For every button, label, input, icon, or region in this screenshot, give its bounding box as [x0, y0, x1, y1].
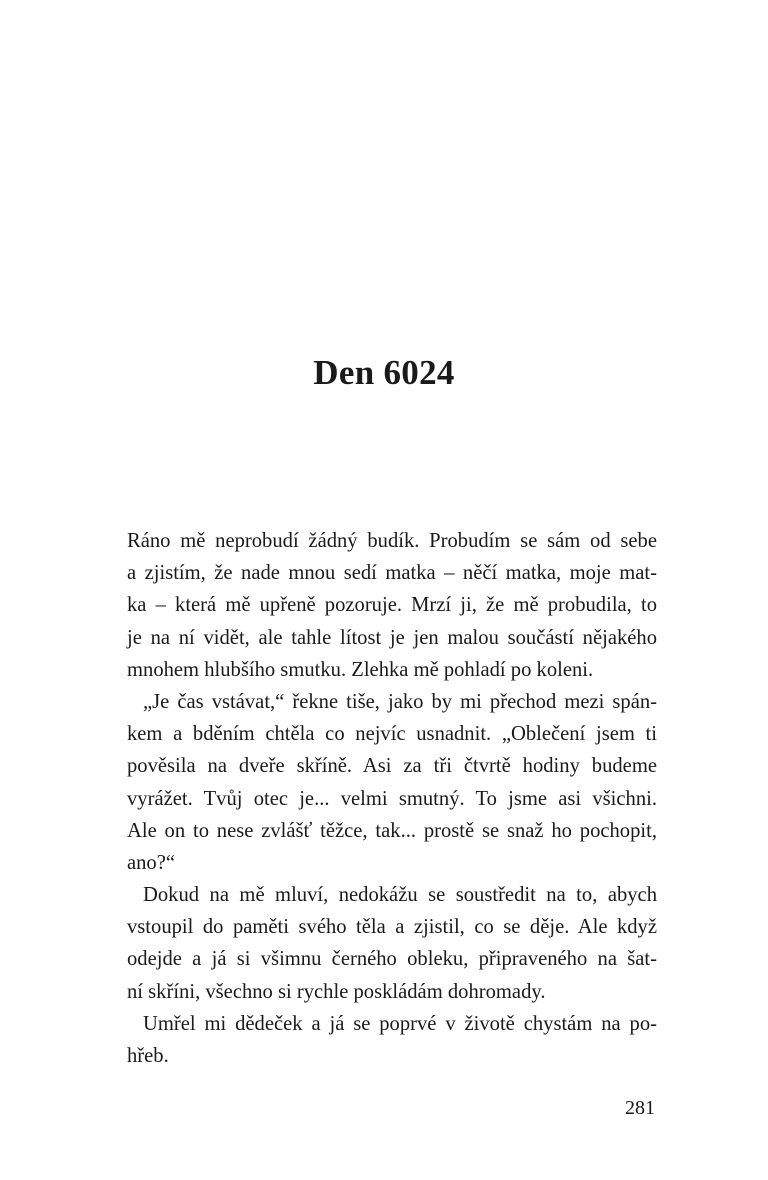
paragraph-1: [127, 525, 657, 686]
text-line: a zjistím, že nade mnou sedí matka – něčí matka, moje mat-: [127, 562, 657, 585]
text-line: „Je čas vstávat,“ řekne tiše, jako by mi přechod mezi spán-: [143, 690, 657, 713]
page-number: 281: [625, 1097, 655, 1119]
paragraph-4: [127, 1008, 657, 1072]
text-line: mnohem hlubšího smutku. Zlehka mě pohladí po koleni.: [127, 658, 594, 681]
text-line: pověsila na dveře skříně. Asi za tři čtvrtě hodiny budeme: [127, 755, 657, 778]
text-line: odejde a já si všimnu černého obleku, připraveného na šat-: [127, 948, 657, 971]
text-line: Dokud na mě mluví, nedokážu se soustředit na to, abych: [143, 884, 657, 907]
text-line: kem a bděním chtěla co nejvíc usnadnit. „Oblečení jsem ti: [127, 723, 657, 746]
text-line: Ale on to nese zvlášť těžce, tak... prostě se snaž ho pochopit,: [127, 819, 657, 842]
paragraph-3: [127, 879, 657, 1008]
text-line: ní skříni, všechno si rychle poskládám dohromady.: [127, 980, 546, 1003]
text-line: Ráno mě neprobudí žádný budík. Probudím se sám od sebe: [127, 530, 657, 552]
body-text: [127, 525, 657, 1072]
text-line: ka – která mě upřeně pozoruje. Mrzí ji, že mě probudila, to: [127, 594, 657, 617]
text-line: je na ní vidět, ale tahle lítost je jen malou součástí nějakého: [127, 626, 657, 649]
chapter-title: Den 6024: [313, 353, 455, 392]
text-line: vyrážet. Tvůj otec je... velmi smutný. To jsme asi všichni.: [127, 787, 657, 810]
text-line: vstoupil do paměti svého těla a zjistil, co se děje. Ale když: [127, 916, 657, 939]
paragraph-2: [127, 686, 657, 879]
text-line: Umřel mi dědeček a já se poprvé v životě chystám na po-: [143, 1012, 657, 1035]
text-line: ano?“: [127, 851, 176, 874]
text-line: hřeb.: [127, 1045, 169, 1067]
